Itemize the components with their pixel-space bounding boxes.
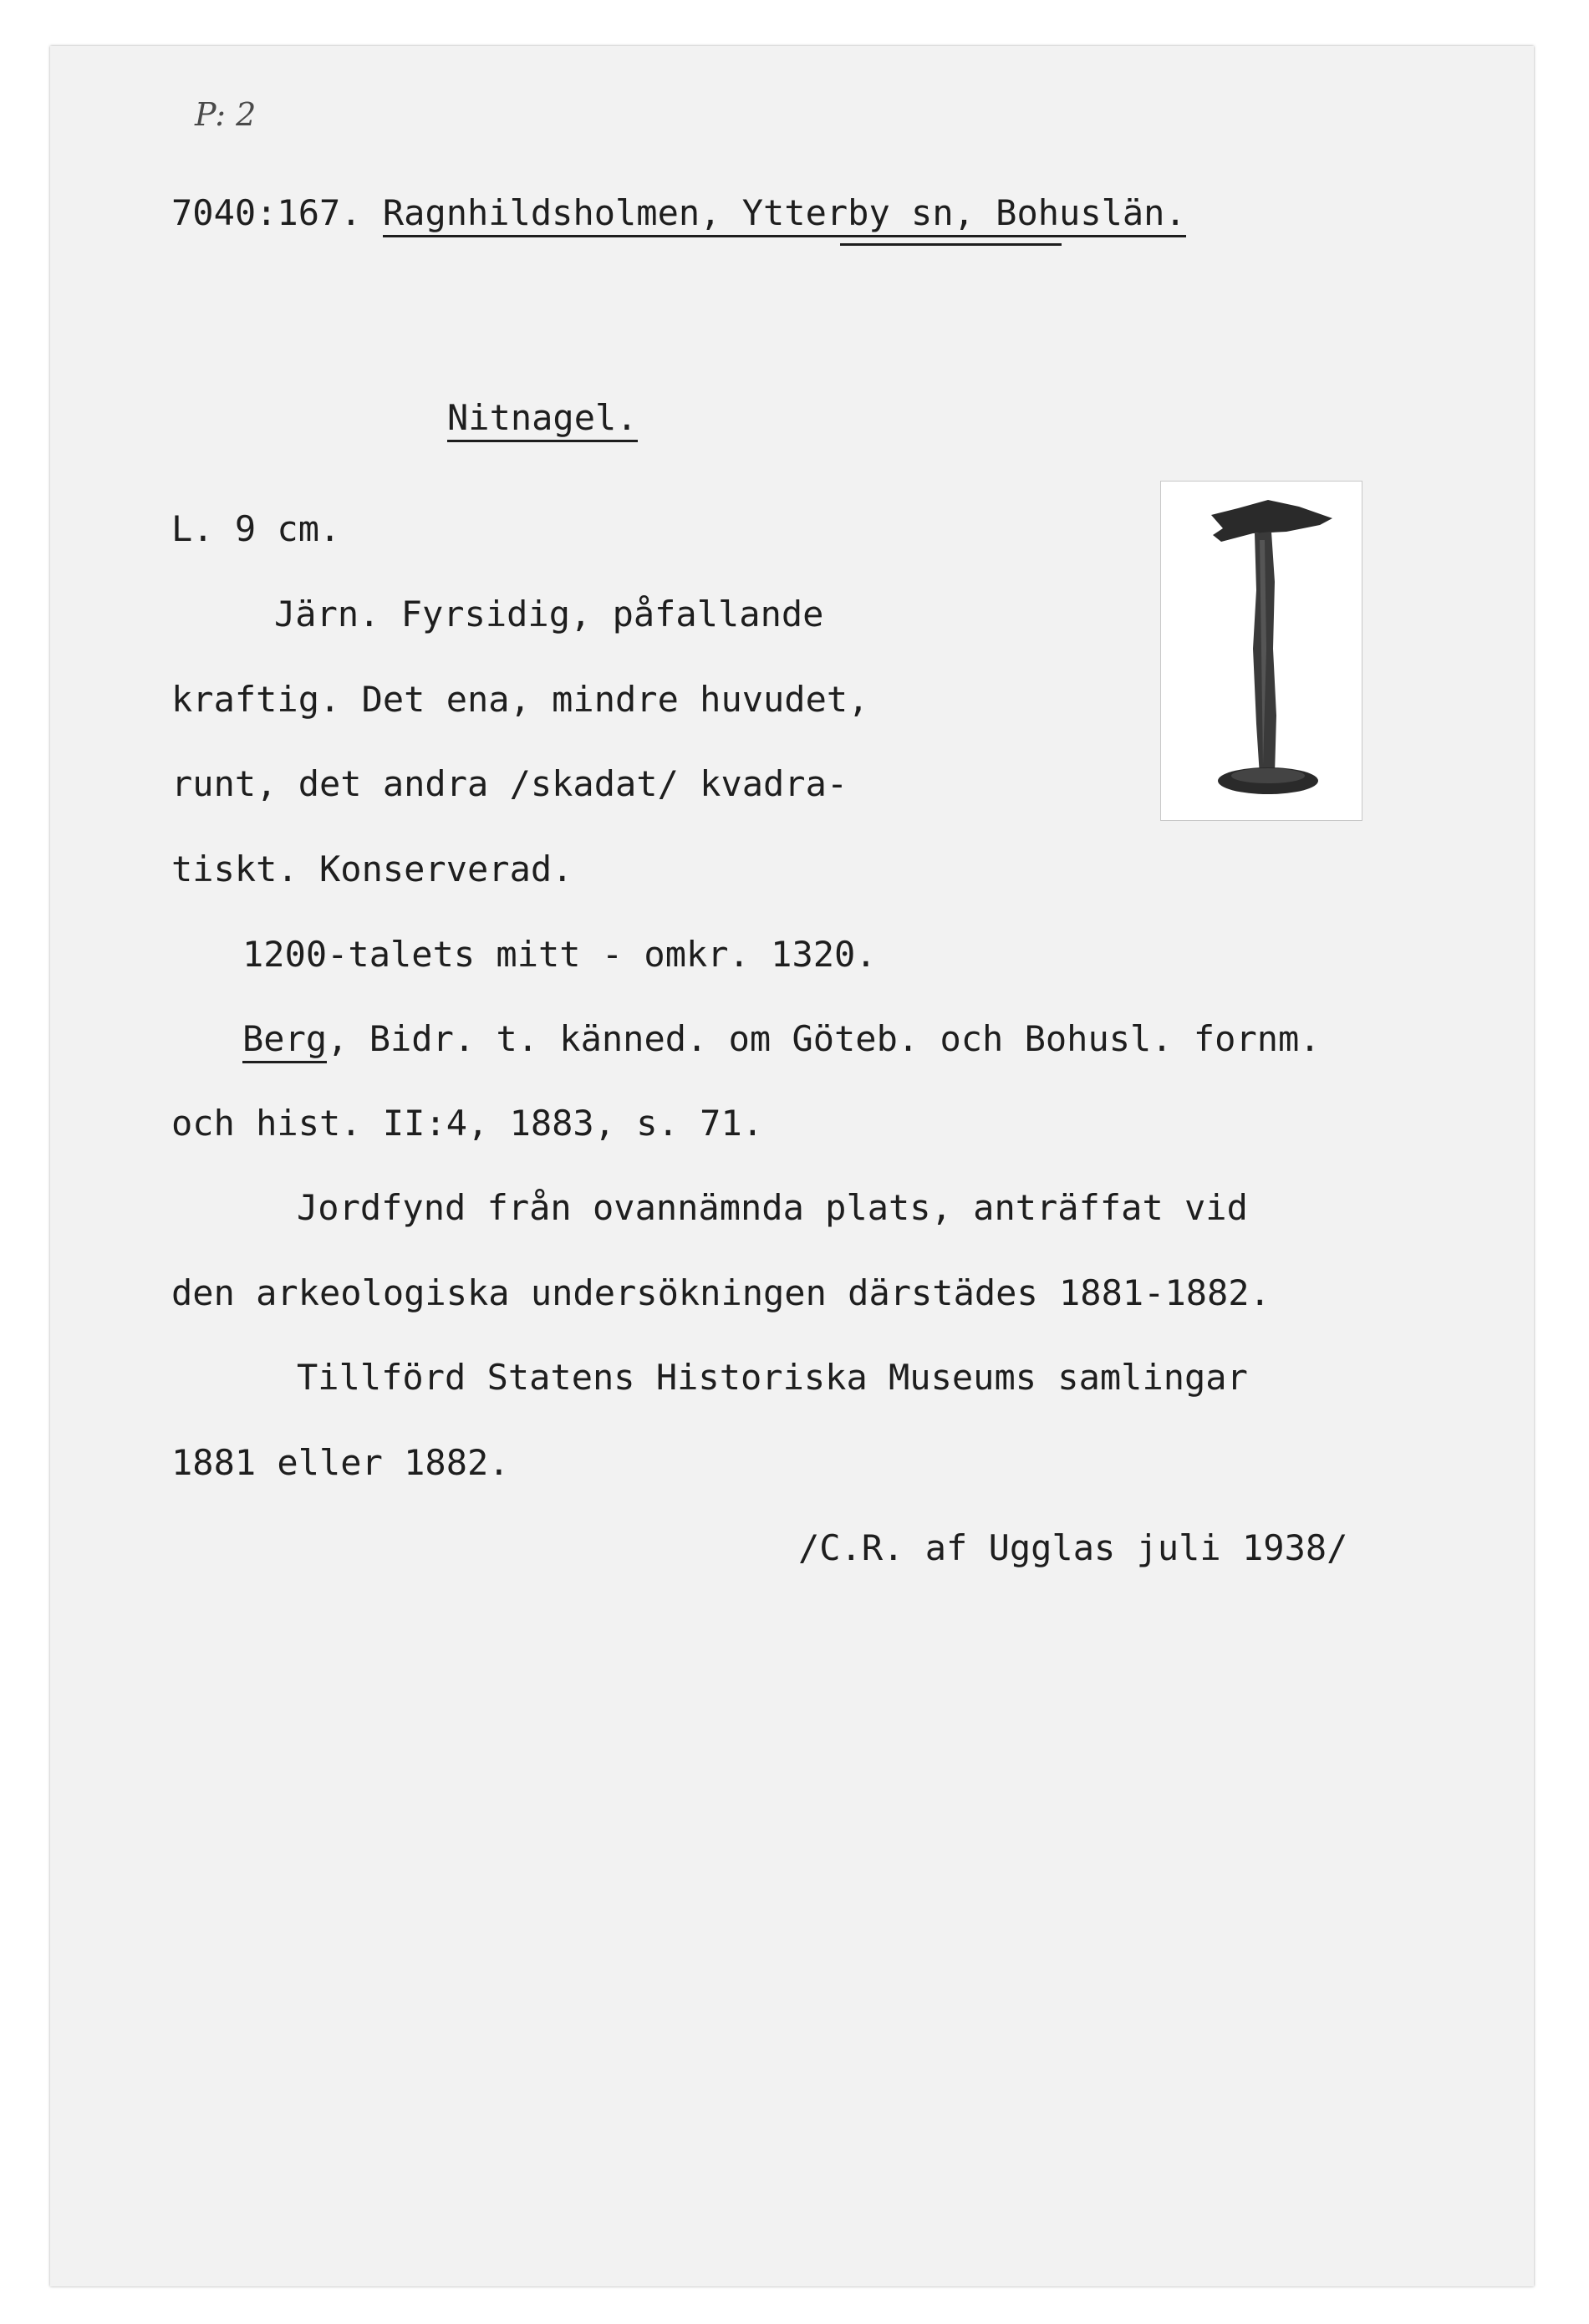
rivet-nail-illustration [1161, 482, 1362, 820]
accession-line: 1881 eller 1882. [171, 1442, 510, 1483]
find-context-line: den arkeologiska undersökningen därstädes 1881-1882. [171, 1272, 1271, 1313]
catalog-card [50, 46, 1534, 2286]
nail-head-round-top [1231, 768, 1305, 783]
reference-line-1 [242, 1018, 1321, 1060]
object-title-row [447, 397, 638, 439]
dating: 1200-talets mitt - omkr. 1320. [242, 934, 877, 975]
find-location: Ragnhildsholmen, Ytterby sn, Bohuslän. [383, 192, 1186, 237]
find-context-line: Jordfynd från ovannämnda plats, anträffat vid [297, 1187, 1248, 1228]
reference-title: , Bidr. t. känned. om Göteb. och Bohusl. fornm. [327, 1018, 1321, 1059]
reference-author: Berg [242, 1018, 327, 1063]
catalog-number: 7040:167. [171, 192, 362, 233]
description-line: tiskt. Konserverad. [171, 849, 573, 889]
location-double-underline [840, 243, 1062, 246]
reference-line-2: och hist. II:4, 1883, s. 71. [171, 1103, 764, 1144]
description-line: kraftig. Det ena, mindre huvudet, [171, 679, 869, 720]
artifact-photo [1160, 481, 1362, 821]
signature: /C.R. af Ugglas juli 1938/ [798, 1527, 1348, 1568]
description-line: runt, det andra /skadat/ kvadra- [171, 763, 848, 804]
accession-line: Tillförd Statens Historiska Museums samlingar [297, 1357, 1248, 1398]
card-header [171, 192, 1186, 234]
description-line: Järn. Fyrsidig, påfallande [274, 594, 824, 635]
handwritten-annotation: P: 2 [195, 96, 257, 133]
object-title: Nitnagel. [447, 397, 638, 442]
nail-head-square [1211, 500, 1332, 542]
length: L. 9 cm. [171, 508, 341, 549]
